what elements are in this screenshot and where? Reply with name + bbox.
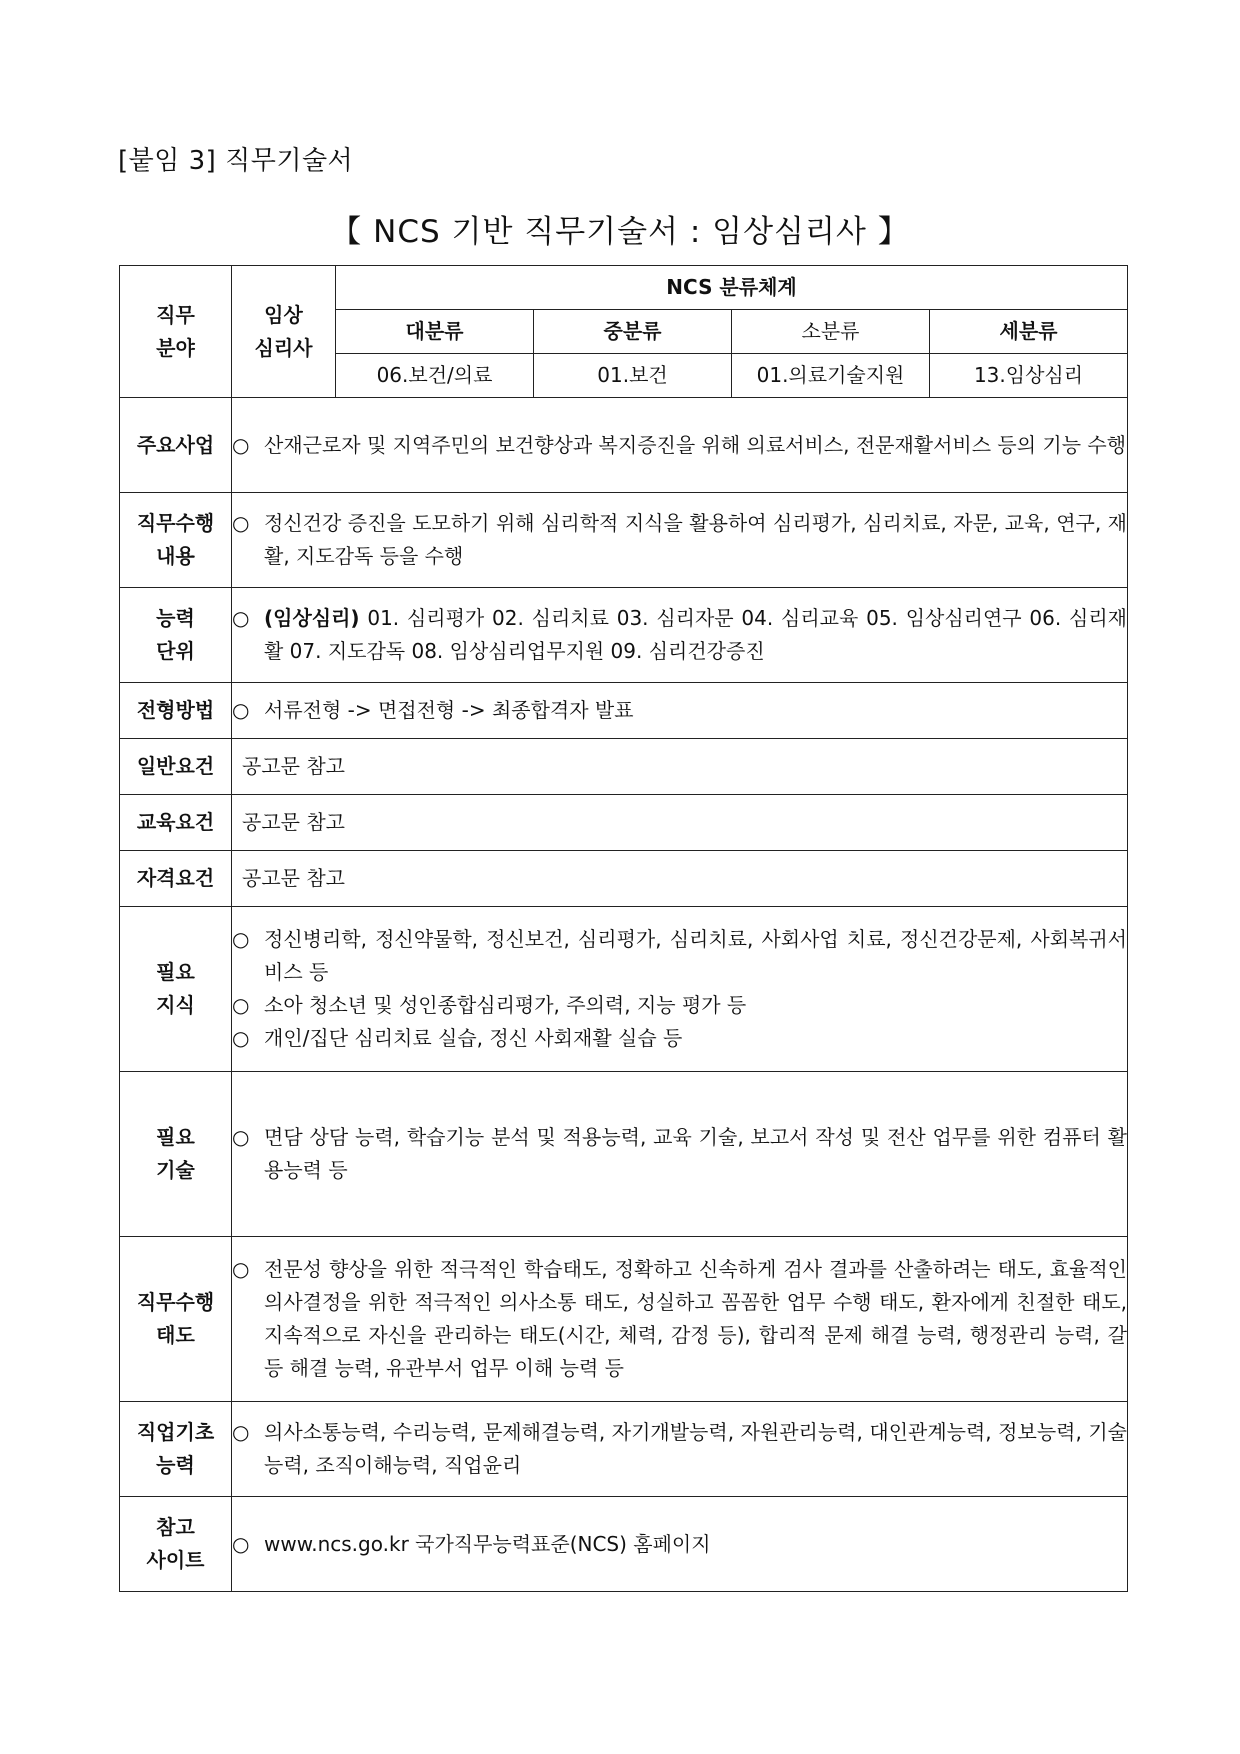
attitude-content [232, 1237, 1128, 1402]
skills-content [232, 1072, 1128, 1237]
ability-units-content [232, 588, 1128, 683]
basic-competency-label: 직업기초 능력 [120, 1402, 232, 1497]
general-req-label: 일반요건 [120, 739, 232, 795]
education-req-label: 교육요건 [120, 795, 232, 851]
job-description-table [119, 265, 1128, 1592]
main-business-item: ○ 산재근로자 및 지역주민의 보건향상과 복지증진을 위해 의료서비스, 전문재활서비스 등의 기능 수행 [232, 429, 1127, 462]
knowledge-label: 필요 지식 [120, 907, 232, 1072]
basic-competency-item: ○ 의사소통능력, 수리능력, 문제해결능력, 자기개발능력, 자원관리능력, 대인관계능력, 정보능력, 기술능력, 조직이해능력, 직업윤리 [232, 1416, 1127, 1482]
bullet-icon: ○ [232, 1257, 250, 1281]
bullet-icon: ○ [232, 511, 250, 535]
reference-site-link[interactable]: www.ncs.go.kr 국가직무능력표준(NCS) 홈페이지 [264, 1531, 711, 1556]
duties-content [232, 493, 1128, 588]
knowledge-item: ○ 정신병리학, 정신약물학, 정신보건, 심리평가, 심리치료, 사회사업 치료, 정신건강문제, 사회복귀서비스 등 [232, 923, 1127, 989]
ncs-classification-title: NCS 분류체계 [336, 266, 1128, 310]
bullet-icon: ○ [232, 927, 250, 951]
ability-units-prefix: (임상심리) [264, 606, 360, 630]
basic-competency-content [232, 1402, 1128, 1497]
selection-label: 전형방법 [120, 683, 232, 739]
main-business-content [232, 398, 1128, 493]
reference-site-content [232, 1497, 1128, 1592]
sub-category-header: 세분류 [930, 310, 1128, 354]
major-category-value: 06.보건/의료 [336, 354, 534, 398]
minor-category-header: 소분류 [732, 310, 930, 354]
selection-item: ○ 서류전형 -> 면접전형 -> 최종합격자 발표 [232, 694, 1127, 727]
knowledge-content [232, 907, 1128, 1072]
skills-item: ○ 면담 상담 능력, 학습기능 분석 및 적용능력, 교육 기술, 보고서 작성 및 전산 업무를 위한 컴퓨터 활용능력 등 [232, 1121, 1127, 1187]
knowledge-item: ○ 소아 청소년 및 성인종합심리평가, 주의력, 지능 평가 등 [232, 989, 1127, 1022]
major-category-header: 대분류 [336, 310, 534, 354]
bullet-icon: ○ [232, 1026, 250, 1050]
duties-item: ○ 정신건강 증진을 도모하기 위해 심리학적 지식을 활용하여 심리평가, 심리치료, 자문, 교육, 연구, 재활, 지도감독 등을 수행 [232, 507, 1127, 573]
ability-units-text: 01. 심리평가 02. 심리치료 03. 심리자문 04. 심리교육 05. 임상심리연구 06. 심리재활 07. 지도감독 08. 임상심리업무지원 09. 심리건강증진 [264, 606, 1127, 663]
job-field-label: 직무 분야 [120, 266, 232, 398]
minor-category-value: 01.의료기술지원 [732, 354, 930, 398]
middle-category-header: 중분류 [534, 310, 732, 354]
job-field-value: 임상 심리사 [232, 266, 336, 398]
bullet-icon: ○ [232, 1531, 250, 1556]
skills-label: 필요 기술 [120, 1072, 232, 1237]
selection-content [232, 683, 1128, 739]
reference-site-label: 참고 사이트 [120, 1497, 232, 1592]
license-req-content: 공고문 참고 [232, 851, 1128, 907]
bullet-icon: ○ [232, 606, 250, 630]
attitude-label: 직무수행 태도 [120, 1237, 232, 1402]
reference-site-item [232, 1528, 1127, 1561]
bullet-icon: ○ [232, 432, 250, 457]
education-req-content: 공고문 참고 [232, 795, 1128, 851]
attitude-item: ○ 전문성 향상을 위한 적극적인 학습태도, 정확하고 신속하게 검사 결과를 산출하려는 태도, 효율적인 의사결정을 위한 적극적인 의사소통 태도, 성실하고 꼼꼼한 업무 수행 태도, 환자에게 친절한 태도, 지속적으로 자신을 관리하는 태도(시간, 체력, 감정 등), 합리적 문제 해결 능력, 행정관리 능력, 갈등 해결 능력, 유관부서 업무 이해 능력 등 [232, 1253, 1127, 1385]
duties-label: 직무수행 내용 [120, 493, 232, 588]
ability-units-item [232, 602, 1127, 668]
knowledge-item: ○ 개인/집단 심리치료 실습, 정신 사회재활 실습 등 [232, 1022, 1127, 1055]
sub-category-value: 13.임상심리 [930, 354, 1128, 398]
main-business-label: 주요사업 [120, 398, 232, 493]
attachment-label: [붙임 3] 직무기술서 [118, 146, 354, 176]
bullet-icon: ○ [232, 698, 250, 722]
general-req-content: 공고문 참고 [232, 739, 1128, 795]
bullet-icon: ○ [232, 1125, 250, 1149]
license-req-label: 자격요건 [120, 851, 232, 907]
bullet-icon: ○ [232, 1420, 250, 1444]
middle-category-value: 01.보건 [534, 354, 732, 398]
ability-units-label: 능력 단위 [120, 588, 232, 683]
document-title: 【 NCS 기반 직무기술서 : 임상심리사 】 [330, 214, 910, 250]
bullet-icon: ○ [232, 993, 250, 1017]
